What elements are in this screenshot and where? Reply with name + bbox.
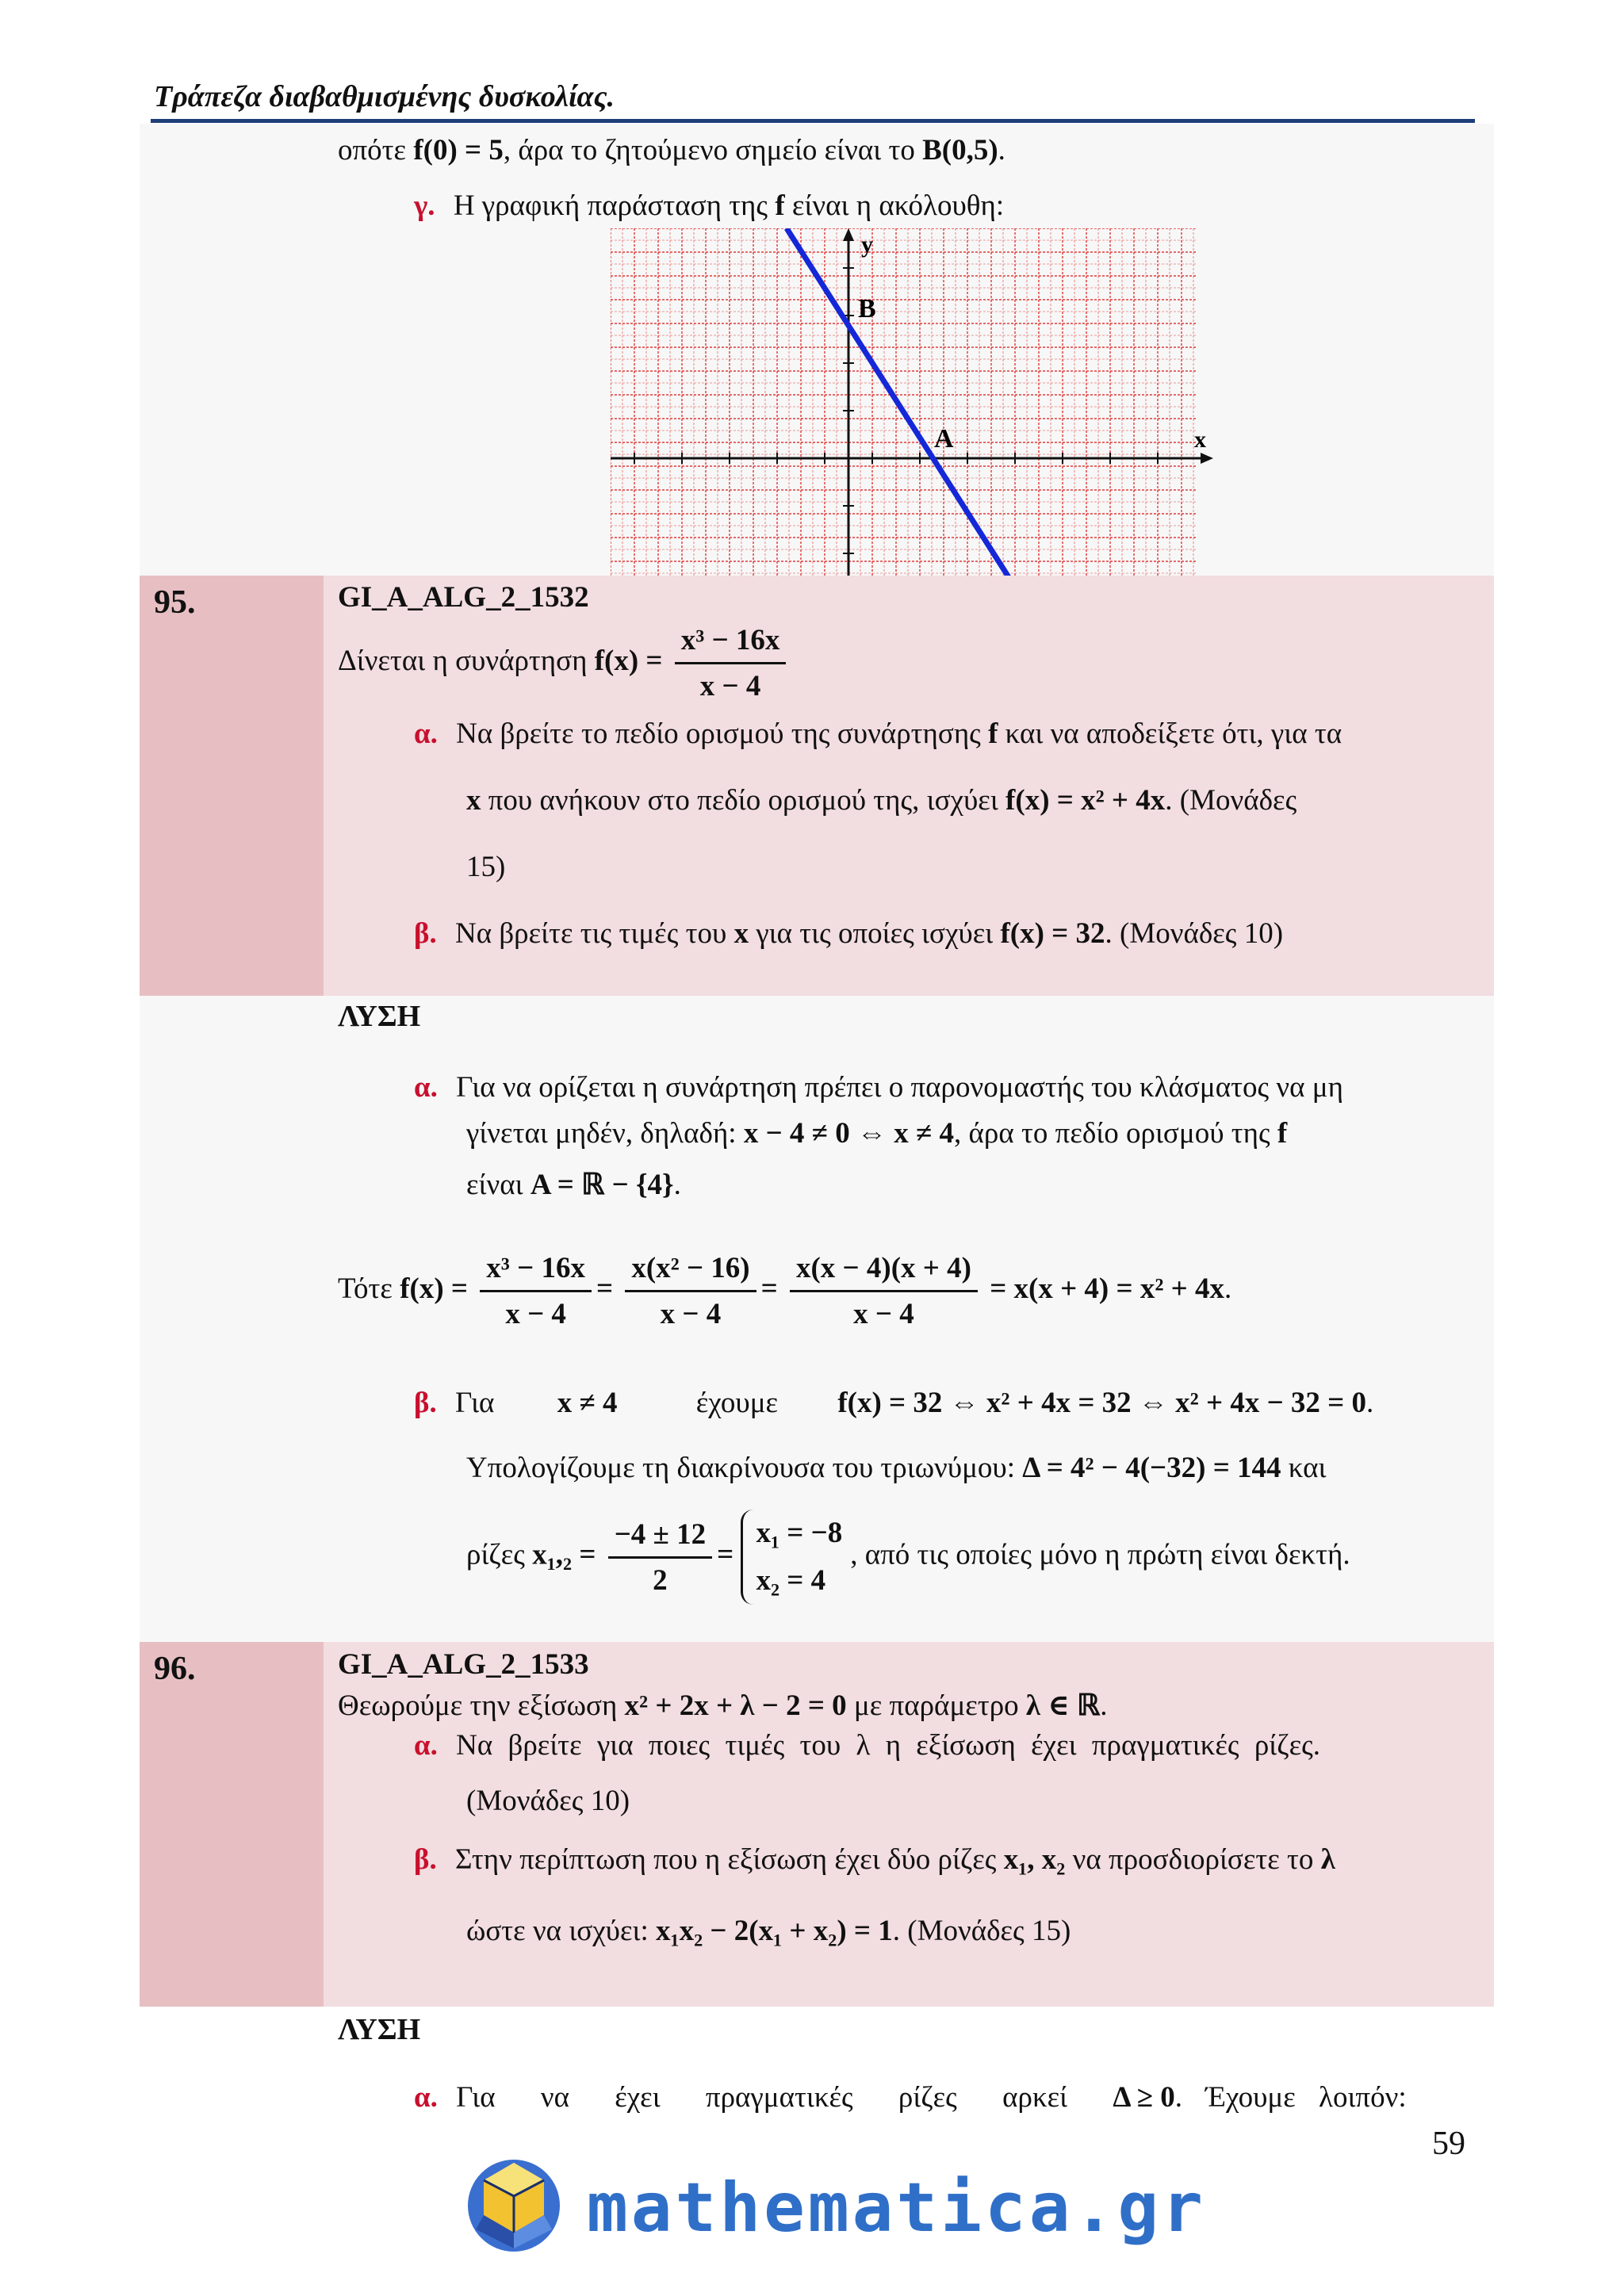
site-logo-text: mathematica.gr [587,2168,1206,2248]
solution-95-a-line3: είναι A = ℝ − {4}. [466,1169,681,1201]
problem-96-part-a-line2: (Μονάδες 10) [466,1785,630,1817]
x-axis-arrow [1201,453,1213,464]
solution-95-title: ΛΥΣΗ [338,1000,421,1033]
function-line [787,228,1009,577]
problem-96-part-a-line1: α. Να βρείτε για ποιες τιμές του λ η εξίσωση έχει πραγματικές ρίζες. [414,1729,1321,1762]
problem-code: GI_A_ALG_2_1533 [338,1648,589,1681]
solution-95-a-line2: γίνεται μηδέν, δηλαδή: x − 4 ≠ 0 ⇔ x ≠ 4, άρα το πεδίο ορισμού της f [466,1117,1288,1150]
problem-95-part-a-line1: α. Να βρείτε το πεδίο ορισμού της συνάρτησης f και να αποδείξετε ότι, για τα [414,718,1342,750]
page-number: 59 [1432,2126,1465,2162]
roots-fraction: $\frac{-4 \pm 12}{2}$ [608,1517,712,1598]
x-axis-label: x [1194,427,1206,453]
solution-96-a-line1: α. Για να έχει πραγματικές ρίζες αρκεί Δ ≥ 0. Έχουμε λοιπόν: [414,2081,1407,2114]
problem-95-part-b: β. Να βρείτε τις τιμές του x για τις οποίες ισχύει f(x) = 32. (Μονάδες 10) [414,917,1284,950]
problem-code: GI_A_ALG_2_1532 [338,581,589,614]
y-axis-label: y [861,232,873,258]
fraction-2: $\frac{\text{x(x² − 16)}}{x - 4}$ [625,1251,756,1331]
problem-number-column [140,576,324,996]
prev-line-1: οπότε f(0) = 5, άρα το ζητούμενο σημείο είναι το B(0,5). [338,134,1005,166]
problem-number-column [140,1642,324,2007]
problem-95-part-a-line2: x που ανήκουν στο πεδίο ορισμού της, ισχύει f(x) = x² + 4x. (Μονάδες [466,784,1297,817]
solution-95-a-line1: α. Για να ορίζεται η συνάρτηση πρέπει ο παρονομαστής του κλάσματος να μη [414,1071,1343,1104]
graph-grid [611,228,1197,577]
problem-95-intro: Δίνεται η συνάρτηση f(x) = $\frac{\text{x³ − 16x}}{x - 4}$ [338,623,791,703]
problem-96-intro: Θεωρούμε την εξίσωση x² + 2x + λ − 2 = 0 με παράμετρο λ ∈ ℝ. [338,1689,1108,1722]
point-B-label: B [858,294,876,323]
logo-polyhedron-icon [465,2156,563,2255]
solution-95-b-line3: ρίζες x₁,₂ = $\frac{-4 \pm 12}{2}$ = x₁ = −8 x₂ = 4 , από τις οποίες μόνο η πρώτη είναι δεκτή. [466,1510,1350,1605]
function-graph [611,228,1213,577]
fraction-1: $\frac{\text{x³ − 16x}}{x - 4}$ [480,1251,592,1331]
solution-95-b-line1: β. Για x ≠ 4 έχουμε f(x) = 32 ⇔ x² + 4x = 32 ⇔ x² + 4x − 32 = 0. [414,1387,1374,1419]
problem-95-part-a-line3: 15) [466,851,506,883]
solution-96-title: ΛΥΣΗ [338,2013,421,2046]
header-rule [151,119,1475,123]
point-A-label: A [934,424,954,453]
solution-95-b-line2: Υπολογίζουμε τη διακρίνουσα του τριωνύμου: Δ = 4² − 4(−32) = 144 και [466,1452,1327,1484]
prev-gamma-line: γ. Η γραφική παράσταση της f είναι η ακόλουθη: [414,189,1005,222]
function-fraction: $\frac{\text{x³ − 16x}}{x - 4}$ [675,623,787,703]
running-header: Τράπεζα διαβαθμισμένης δυσκολίας. [154,80,615,113]
solution-95-simplification: Τότε f(x) = $\frac{\text{x³ − 16x}}{x - 4}$ = $\frac{\text{x(x² − 16)}}{x - 4}$ = $\frac{x(x - 4)(x + 4)}{x - 4}$ = x(x + 4) = x² + 4x. [338,1252,1232,1330]
problem-96-part-b-line2: ώστε να ισχύει: x₁x₂ − 2(x₁ + x₂) = 1. (Μονάδες 15) [466,1915,1071,1947]
roots-brace: x₁ = −8 x₂ = 4 [741,1510,850,1605]
problem-number: 95. [154,584,196,621]
problem-96-part-b-line1: β. Στην περίπτωση που η εξίσωση έχει δύο ρίζες x₁, x₂ να προσδιορίσετε το λ [414,1843,1335,1876]
problem-number: 96. [154,1651,196,1687]
y-axis-arrow [843,228,854,241]
fraction-3: $\frac{x(x - 4)(x + 4)}{x - 4}$ [790,1251,978,1331]
